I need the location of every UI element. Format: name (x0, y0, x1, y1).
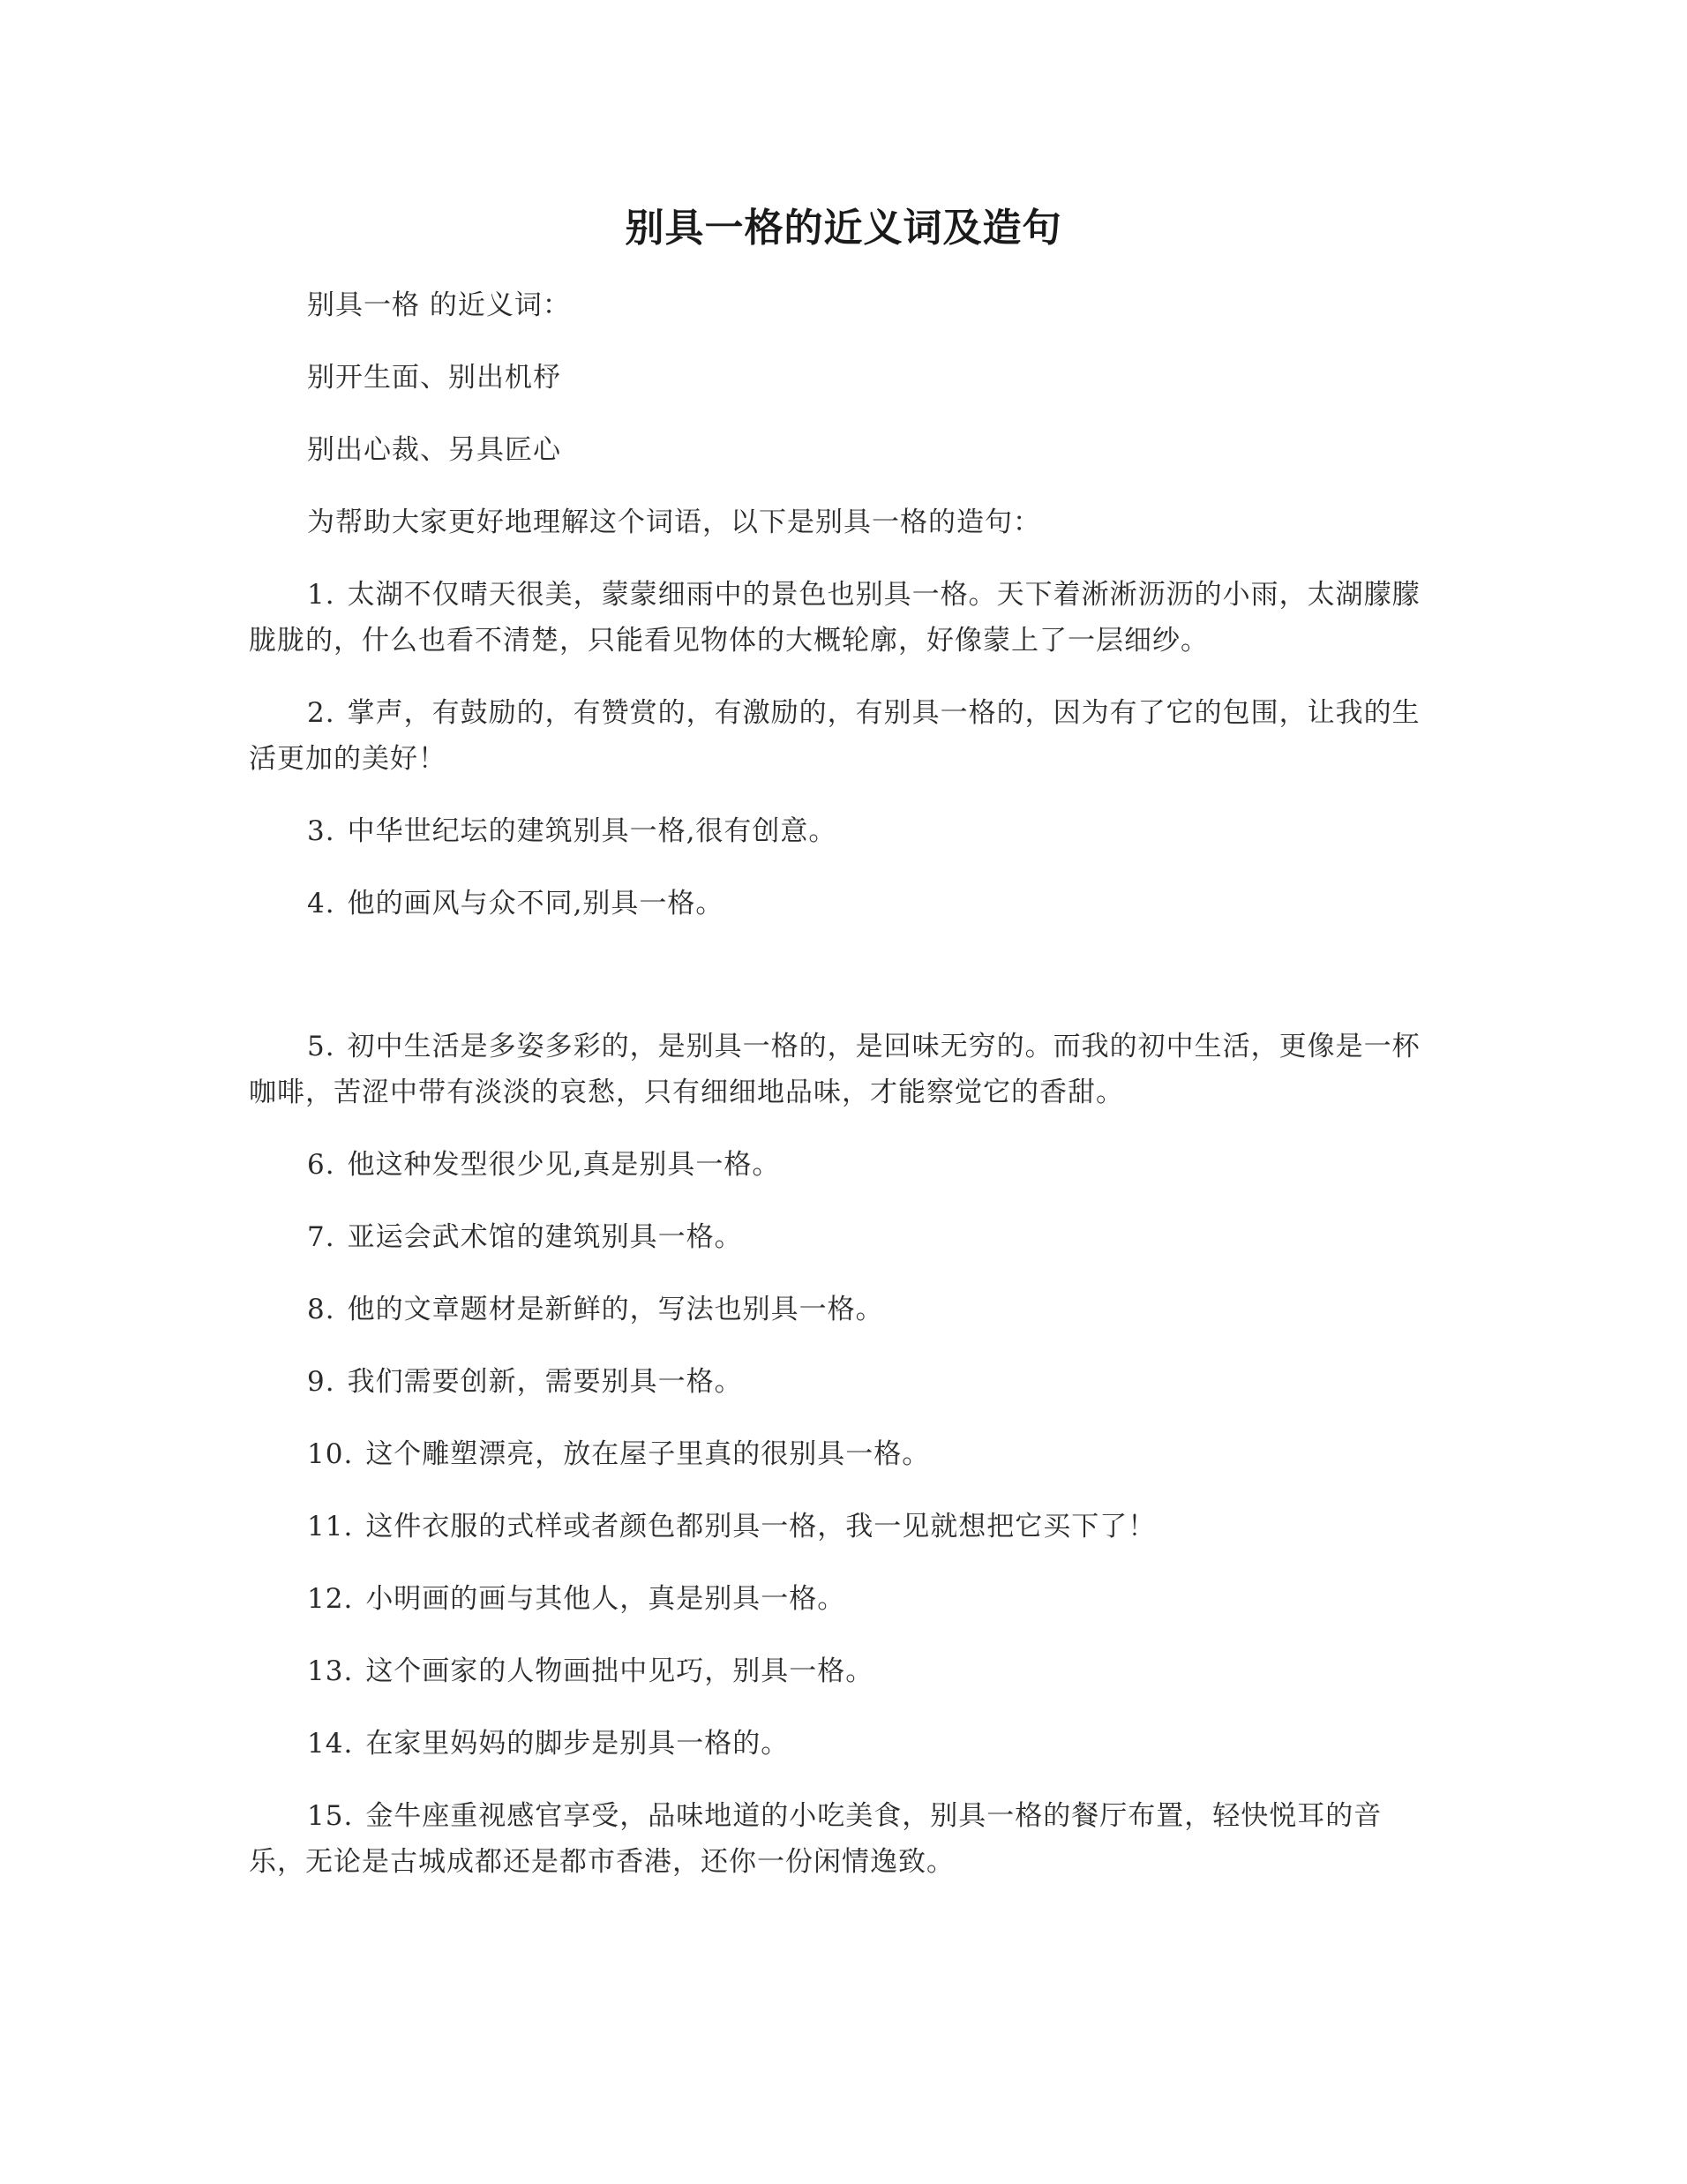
document-body (249, 282, 1431, 1911)
sentence-item (249, 1793, 1431, 1885)
sentence-text: 亚运会武术馆的建筑别具一格。 (347, 1221, 743, 1253)
sentence-item (249, 690, 1431, 782)
sentence-item (249, 1431, 1431, 1477)
sentence-text: 掌声，有鼓励的，有赞赏的，有激励的，有别具一格的，因为有了它的包围，让我的生活更加的美好！ (249, 697, 1421, 775)
sentence-item (249, 1024, 1431, 1115)
sentence-number: 10. (307, 1438, 354, 1470)
sentence-text: 初中生活是多姿多彩的，是别具一格的，是回味无穷的。而我的初中生活，更像是一杯咖啡，苦涩中带有淡淡的哀愁，只有细细地品味，才能察觉它的香甜。 (249, 1031, 1421, 1108)
sentence-number: 9. (307, 1366, 335, 1398)
document-title: 别具一格的近义词及造句 (625, 206, 1062, 251)
sentence-number: 14. (307, 1728, 354, 1760)
paragraph-synonyms-2 (249, 427, 1431, 473)
sentence-number: 12. (307, 1583, 354, 1615)
sentence-text: 我们需要创新，需要别具一格。 (347, 1366, 743, 1398)
sentence-item (249, 1648, 1431, 1694)
sentence-item (249, 1359, 1431, 1405)
sentence-text: 金牛座重视感官享受，品味地道的小吃美食，别具一格的餐厅布置，轻快悦耳的音乐，无论是古城成都还是都市香港，还你一份闲情逸致。 (249, 1800, 1383, 1878)
sentence-text: 太湖不仅晴天很美，蒙蒙细雨中的景色也别具一格。天下着淅淅沥沥的小雨，太湖朦朦胧胧的，什么也看不清楚，只能看见物体的大概轮廓，好像蒙上了一层细纱。 (249, 579, 1421, 657)
sentence-text: 小明画的画与其他人，真是别具一格。 (365, 1583, 846, 1615)
sentence-item (249, 1721, 1431, 1767)
sentence-number: 8. (307, 1294, 335, 1325)
sentence-item (249, 1214, 1431, 1260)
sentence-text: 他的画风与众不同,别具一格。 (347, 888, 724, 919)
sentence-item (249, 881, 1431, 927)
sentence-item (249, 1142, 1431, 1188)
sentence-number: 6. (307, 1149, 335, 1181)
sentence-number: 7. (307, 1221, 335, 1253)
sentence-number: 15. (307, 1800, 354, 1832)
sentence-number: 13. (307, 1655, 354, 1687)
paragraph-synonyms-heading (249, 282, 1431, 328)
sentence-text: 这件衣服的式样或者颜色都别具一格，我一见就想把它买下了！ (365, 1511, 1157, 1542)
sentence-text: 中华世纪坛的建筑别具一格,很有创意。 (347, 815, 837, 847)
sentence-item (249, 1504, 1431, 1550)
sentence-text: 在家里妈妈的脚步是别具一格的。 (365, 1728, 790, 1760)
sentence-number: 2. (307, 697, 335, 729)
sentence-item (249, 1576, 1431, 1622)
sentence-text: 他的文章题材是新鲜的，写法也别具一格。 (347, 1294, 884, 1325)
sentence-text: 他这种发型很少见,真是别具一格。 (347, 1149, 781, 1181)
sentence-number: 11. (307, 1511, 354, 1542)
sentence-item (249, 572, 1431, 664)
sentence-number: 5. (307, 1031, 335, 1062)
paragraph-text: 别具一格 的近义词： (307, 289, 571, 321)
sentence-number: 3. (307, 815, 335, 847)
paragraph-synonyms-1 (249, 355, 1431, 401)
sentence-item (249, 808, 1431, 854)
paragraph-text: 别开生面、别出机杼 (307, 362, 561, 394)
sentence-text: 这个画家的人物画拙中见巧，别具一格。 (365, 1655, 874, 1687)
paragraph-text: 别出心裁、另具匠心 (307, 434, 561, 466)
sentence-item (249, 1287, 1431, 1332)
paragraph-intro (249, 499, 1431, 545)
sentence-text: 这个雕塑漂亮，放在屋子里真的很别具一格。 (365, 1438, 931, 1470)
sentence-number: 4. (307, 888, 335, 919)
paragraph-text: 为帮助大家更好地理解这个词语，以下是别具一格的造句： (307, 507, 1041, 538)
sentence-number: 1. (307, 579, 335, 611)
